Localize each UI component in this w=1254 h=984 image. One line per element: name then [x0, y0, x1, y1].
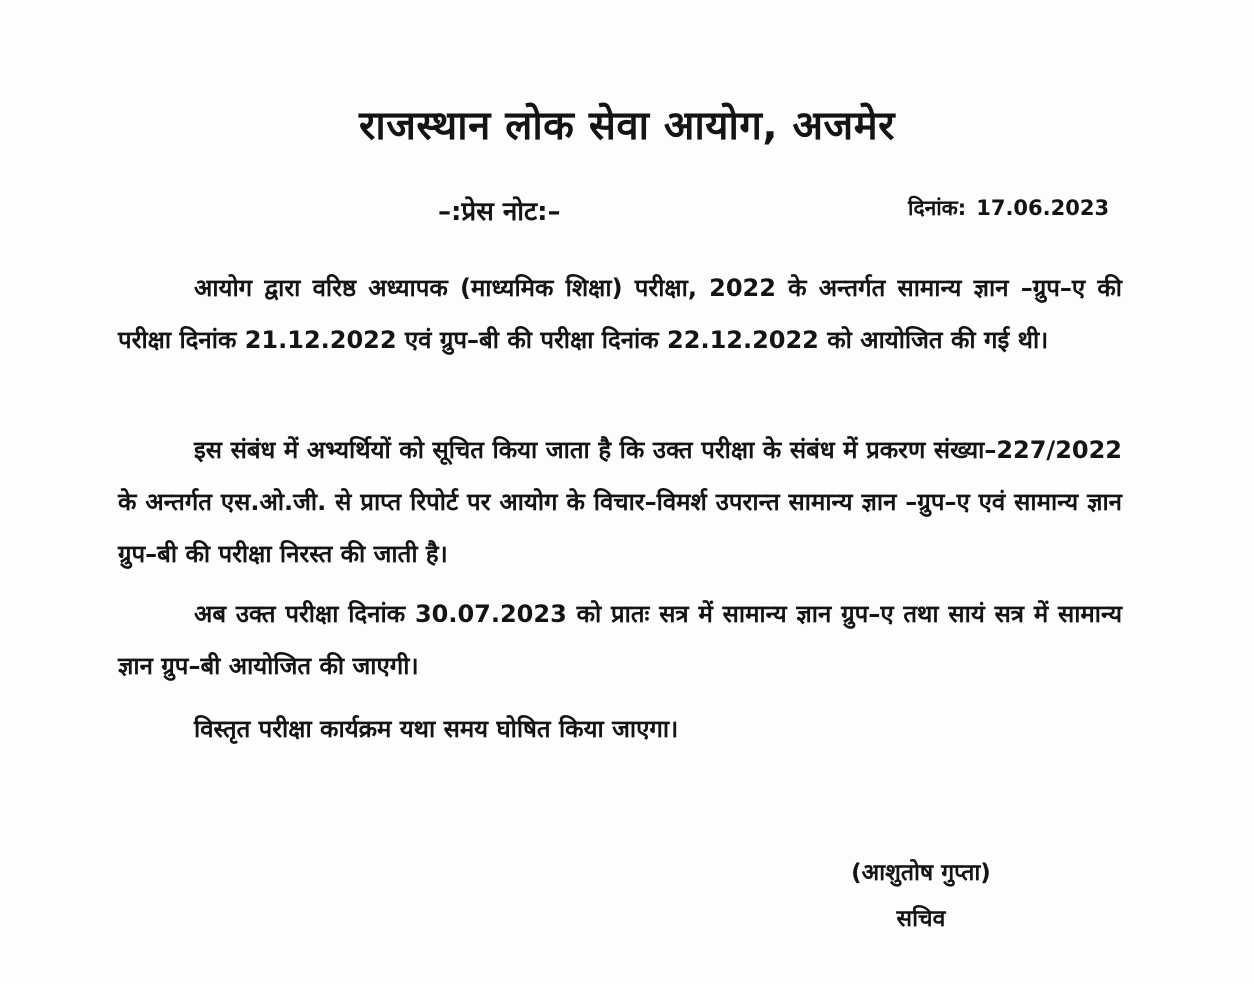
paragraph-new-exam-date: अब उक्त परीक्षा दिनांक 30.07.2023 को प्रातः सत्र में सामान्य ज्ञान ग्रुप–ए तथा सायं सत्र में सामान्य ज्ञान ग्रुप–बी आयोजित की जाएगी।: [118, 600, 1122, 680]
press-note-label: –:प्रेस नोट:–: [438, 197, 561, 227]
signatory-name: (आशुतोष गुप्ता): [851, 860, 991, 886]
paragraph-exam-schedule: आयोग द्वारा वरिष्ठ अध्यापक (माध्यमिक शिक्षा) परीक्षा, 2022 के अन्तर्गत सामान्य ज्ञान –ग्रुप–ए की परीक्षा दिनांक 21.12.2022 एवं ग्रुप–बी की परीक्षा दिनांक 22.12.2022 को आयोजित की गई थी।: [118, 274, 1122, 354]
document-title: राजस्थान लोक सेवा आयोग, अजमेर: [359, 103, 895, 149]
signatory-designation: सचिव: [896, 906, 946, 932]
paragraph-detailed-program: विस्तृत परीक्षा कार्यक्रम यथा समय घोषित किया जाएगा।: [194, 715, 679, 743]
date-label: दिनांक:: [908, 196, 967, 220]
date-value: 17.06.2023: [976, 196, 1110, 220]
document-date: [908, 194, 1119, 222]
signature-block: [826, 850, 1016, 942]
paragraph-exam-cancellation: इस संबंध में अभ्यर्थियों को सूचित किया जाता है कि उक्त परीक्षा के संबंध में प्रकरण संख्या–227/2022 के अन्तर्गत एस.ओ.जी. से प्राप्त रिपोर्ट पर आयोग के विचार–विमर्श उपरान्त सामान्य ज्ञान –ग्रुप–ए एवं सामान्य ज्ञान ग्रुप–बी की परीक्षा निरस्त की जाती है।: [118, 436, 1122, 568]
